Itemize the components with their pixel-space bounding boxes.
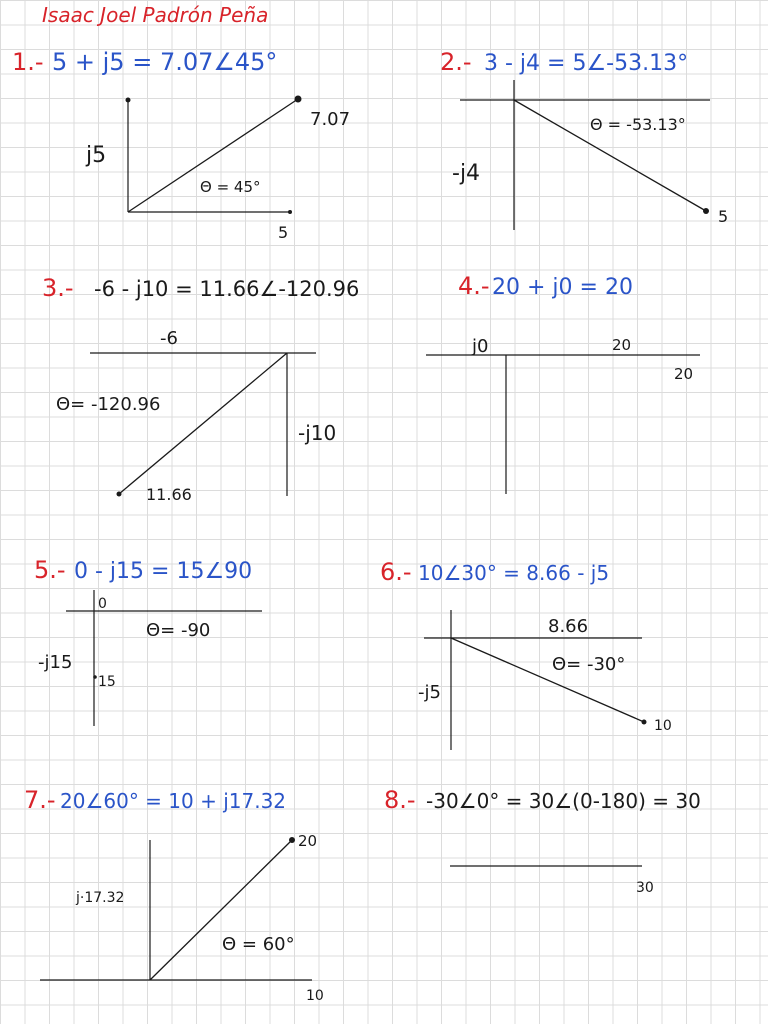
problem-4 (426, 272, 700, 494)
real-label: 5 (278, 223, 289, 242)
problem-8-number: 8.- (384, 786, 416, 814)
problem-5-equation: 0 - j15 = 15∠90 (74, 559, 253, 584)
magnitude-label: 15 (98, 674, 116, 690)
phasor-diagram-5 (38, 590, 262, 726)
phasor-diagram-8 (450, 866, 654, 896)
phasor-tip-dot (289, 837, 295, 843)
problem-5-number: 5.- (34, 556, 66, 584)
imag-label: -j10 (298, 421, 337, 445)
problem-5 (34, 556, 262, 726)
phasor-tip-dot (117, 492, 122, 497)
problem-6 (380, 558, 672, 750)
problem-2 (440, 48, 728, 230)
angle-label: Θ = 60° (222, 934, 295, 955)
phasor-diagram-2 (452, 80, 728, 230)
problem-3-number: 3.- (42, 274, 74, 302)
angle-label: Θ= -120.96 (56, 394, 161, 415)
phasor-tip-dot (93, 675, 97, 679)
phasor-tip-dot (295, 96, 302, 103)
phasor-diagram-7 (40, 832, 324, 1004)
magnitude-label: 30 (636, 880, 654, 896)
axis-end-dot (126, 98, 131, 103)
phasor-diagram-4 (426, 336, 700, 494)
angle-label: Θ= -90 (146, 620, 211, 641)
phasor-diagram-1 (85, 96, 350, 243)
phasor-diagram-3 (56, 328, 336, 504)
angle-label: Θ = -53.13° (590, 115, 686, 134)
imag-label: j0 (472, 336, 489, 357)
problem-7-number: 7.- (24, 786, 56, 814)
problem-1 (12, 48, 350, 242)
problem-4-equation: 20 + j0 = 20 (492, 275, 633, 300)
problem-6-equation: 10∠30° = 8.66 - j5 (418, 561, 610, 585)
magnitude-label: 11.66 (146, 485, 192, 504)
problem-2-equation: 3 - j4 = 5∠-53.13° (484, 51, 689, 76)
author-name: Isaac Joel Padrón Peña (42, 3, 269, 27)
problem-8-equation: -30∠0° = 30∠(0-180) = 30 (426, 789, 701, 813)
real-label: 10 (306, 988, 324, 1004)
phasor-tip-dot (642, 720, 647, 725)
imag-label: -j5 (418, 682, 441, 703)
magnitude-label: 7.07 (310, 109, 351, 130)
problem-8 (384, 786, 701, 896)
phasor-vector (451, 638, 644, 722)
phasor-vector (119, 353, 287, 494)
problem-2-number: 2.- (440, 48, 472, 76)
imag-label: -j4 (452, 161, 481, 186)
problem-6-number: 6.- (380, 558, 412, 586)
phasor-vector (150, 840, 292, 980)
problem-7 (24, 786, 324, 1004)
magnitude-label: 10 (654, 718, 672, 734)
problem-3 (42, 274, 359, 504)
problem-1-number: 1.- (12, 48, 44, 76)
real-label: 5 (718, 207, 729, 226)
axis-end-dot (288, 210, 292, 214)
real-label: -6 (160, 328, 178, 349)
real-label: 20 (612, 336, 632, 354)
angle-label: Θ= -30° (552, 654, 626, 675)
problem-4-number: 4.- (458, 272, 490, 300)
origin-label: 0 (98, 596, 107, 612)
phasor-tip-dot (703, 208, 709, 214)
real-label: 8.66 (548, 616, 589, 637)
imag-label: j5 (86, 143, 107, 168)
magnitude-label: 20 (298, 832, 318, 850)
magnitude-label: 20 (674, 365, 694, 383)
problem-7-equation: 20∠60° = 10 + j17.32 (60, 789, 287, 813)
imag-label: j·17.32 (76, 890, 125, 906)
problem-3-equation: -6 - j10 = 11.66∠-120.96 (94, 277, 360, 301)
problem-1-equation: 5 + j5 = 7.07∠45° (52, 48, 278, 76)
angle-label: Θ = 45° (200, 178, 261, 196)
phasor-diagram-6 (418, 610, 672, 750)
imag-label: -j15 (38, 652, 73, 673)
